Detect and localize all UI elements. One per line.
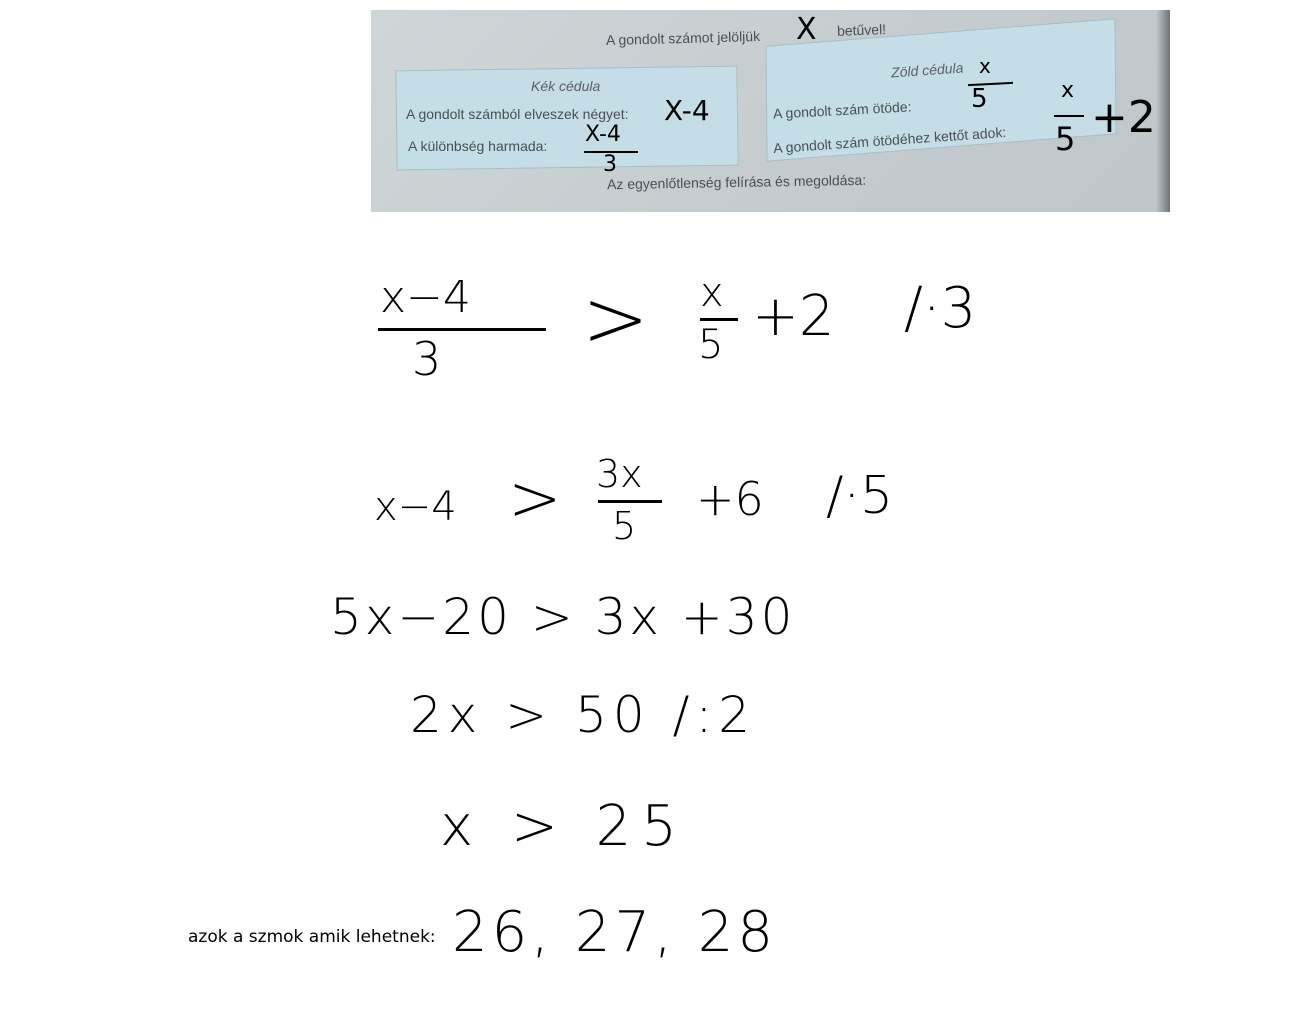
blue-card-line2: A különbség harmada: [408, 138, 548, 154]
step3-equation: 5x−20 > 3x +30 [330, 588, 796, 646]
step1-lhs-numerator: x−4 [380, 272, 471, 323]
step2-rhs-tail: +6 [696, 472, 764, 526]
answer-values: 26, 27, 28 [452, 900, 777, 965]
footer-text: Az egyenlőtlenség felírása és megoldása: [606, 171, 867, 193]
step4-equation: 2x > 50 /:2 [410, 686, 757, 744]
green-card-fraction-bar2 [1054, 115, 1084, 117]
green-card-answer2-tail: +2 [1091, 92, 1156, 143]
green-card-answer2-num: x [1061, 78, 1075, 103]
green-card-line2: A gondolt szám ötödéhez kettőt adok: [772, 123, 1007, 157]
green-card-title: Zöld cédula [890, 59, 964, 81]
step5-equation: x > 25 [440, 794, 687, 859]
green-card-line1: A gondolt szám ötöde: [772, 98, 912, 122]
green-card-answer1-num: x [979, 54, 991, 78]
blue-card-answer1: X-4 [664, 94, 710, 127]
step1-relation: > [582, 272, 650, 365]
photo-edge-shadow [1156, 10, 1170, 212]
step2-relation: > [508, 462, 562, 536]
blue-card-answer2-den: 3 [603, 152, 617, 177]
step1-rhs-numerator: x [700, 270, 724, 316]
green-card-answer2-den: 5 [1055, 120, 1076, 158]
step2-rhs-numerator: 3x [596, 452, 643, 496]
answer-label: azok a szmok amik lehetnek: [188, 927, 436, 947]
step1-operation: /·3 [904, 276, 977, 341]
blue-card-answer2-num: X-4 [585, 122, 621, 147]
step1-lhs-fraction-bar [378, 328, 546, 331]
step1-rhs-fraction-bar [700, 318, 738, 321]
step2-lhs: x−4 [374, 484, 457, 530]
green-card-answer1-den: 5 [971, 84, 988, 114]
intro-letter: X [796, 12, 817, 47]
step2-operation: /·5 [826, 466, 894, 526]
step2-rhs-denominator: 5 [612, 504, 637, 548]
intro-text: A gondolt számot jelöljük [605, 27, 761, 49]
step1-rhs-tail: +2 [752, 284, 835, 349]
step1-lhs-denominator: 3 [412, 332, 442, 386]
step1-rhs-denominator: 5 [698, 322, 724, 368]
textbook-photo [371, 10, 1170, 212]
intro-end-text: betűvel! [836, 21, 887, 39]
blue-card-title: Kék cédula [531, 78, 601, 94]
step2-rhs-fraction-bar [598, 500, 662, 503]
blue-card-line1: A gondolt számból elveszek négyet: [406, 106, 629, 122]
